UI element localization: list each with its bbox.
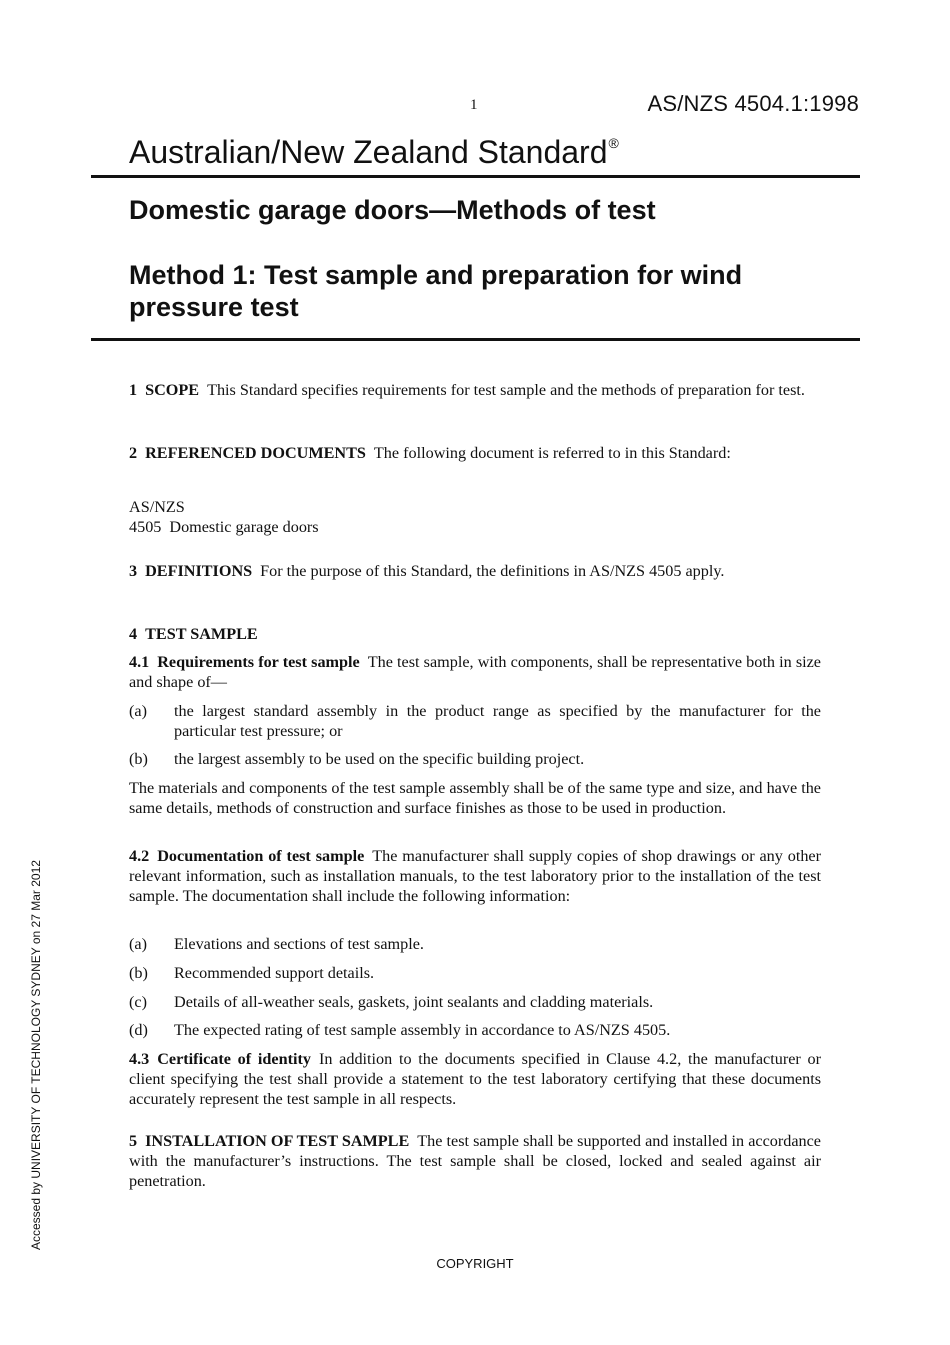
page-number: 1 [470,97,478,113]
clause-number: 4.3 [129,1050,150,1068]
list-text: the largest standard assembly in the product range as specified by the manufacturer for the particular test pressure; or [174,702,821,740]
section-text: This Standard specifies requirements for test sample and the methods of preparation for test. [207,381,805,399]
doc-title: Domestic garage doors [169,518,319,536]
section-number: 3 [129,562,138,580]
clause-number: 4.1 [129,653,150,671]
list-item [129,963,821,983]
section-heading: SCOPE [145,381,200,399]
section-referenced-documents [129,443,821,463]
section-installation [129,1131,821,1191]
clause-text: The manufacturer shall supply copies of shop drawings or any other relevant information, such as installation manuals, to the test laboratory prior to the installation of the test sample. The documentation shall include the following information: [129,847,821,905]
section-number: 2 [129,444,138,462]
list-text: Elevations and sections of test sample. [174,935,424,953]
document-subtitle: Method 1: Test sample and preparation for wind pressure test [129,260,743,322]
clause-4-3 [129,1049,821,1109]
section-scope [129,380,821,400]
top-rule [91,175,860,178]
section-number: 5 [129,1132,138,1150]
clause-4-2 [129,846,821,906]
clause-heading: Certificate of identity [157,1050,311,1068]
section-heading: INSTALLATION OF TEST SAMPLE [145,1132,410,1150]
list-item [129,749,821,769]
list-text: the largest assembly to be used on the specific building project. [174,750,585,768]
referenced-document-entry [129,497,821,537]
section-definitions [129,561,821,581]
clause-text: The test sample, with components, shall be representative both in size and shape of— [129,653,821,691]
list-text: Details of all-weather seals, gaskets, joint sealants and cladding materials. [174,993,654,1011]
section-text: The test sample shall be supported and installed in accordance with the manufacturer’s instructions. The test sample shall be closed, locked and sealed against air penetration. [129,1132,821,1190]
list-text: The expected rating of test sample assembly in accordance to AS/NZS 4505. [174,1021,671,1039]
clause-number: 4.2 [129,847,150,865]
clause-4-1-paragraph: The materials and components of the test sample assembly shall be of the same type and size, and have the same details, methods of construction and surface finishes as those to be used in production. [129,779,821,817]
clause-4-1 [129,652,821,692]
access-watermark: Accessed by UNIVERSITY OF TECHNOLOGY SYDNEY on 27 Mar 2012 [29,860,43,1250]
section-test-sample-heading [129,624,821,644]
registered-mark: ® [608,135,619,151]
list-item [129,934,821,954]
list-label: (a) [129,702,147,720]
clause-heading: Documentation of test sample [157,847,365,865]
doc-number: 4505 [129,518,162,536]
list-label: (b) [129,964,148,982]
list-item [129,701,821,741]
organization-name: Australian/New Zealand Standard [129,134,608,170]
list-text: Recommended support details. [174,964,375,982]
section-number: 1 [129,381,138,399]
standard-code: AS/NZS 4504.1:1998 [647,91,859,116]
list-label: (c) [129,993,147,1011]
section-number: 4 [129,625,138,643]
section-text: For the purpose of this Standard, the definitions in AS/NZS 4505 apply. [260,562,725,580]
clause-text: In addition to the documents specified in Clause 4.2, the manufacturer or client specifying the test shall provide a statement to the test laboratory certifying that these documents accurately represent the test sample in all respects. [129,1050,822,1108]
doc-prefix: AS/NZS [129,498,185,516]
document-title: Domestic garage doors—Methods of test [129,195,656,225]
section-heading: REFERENCED DOCUMENTS [145,444,366,462]
list-label: (b) [129,750,148,768]
list-item [129,1020,821,1040]
list-item [129,992,821,1012]
standard-organization [129,134,619,171]
section-heading: DEFINITIONS [145,562,253,580]
section-text: The following document is referred to in this Standard: [373,444,731,462]
section-heading: TEST SAMPLE [145,625,258,643]
copyright-footer: COPYRIGHT [436,1256,514,1271]
list-label: (a) [129,935,147,953]
list-label: (d) [129,1021,148,1039]
title-rule [91,338,860,341]
clause-heading: Requirements for test sample [157,653,360,671]
